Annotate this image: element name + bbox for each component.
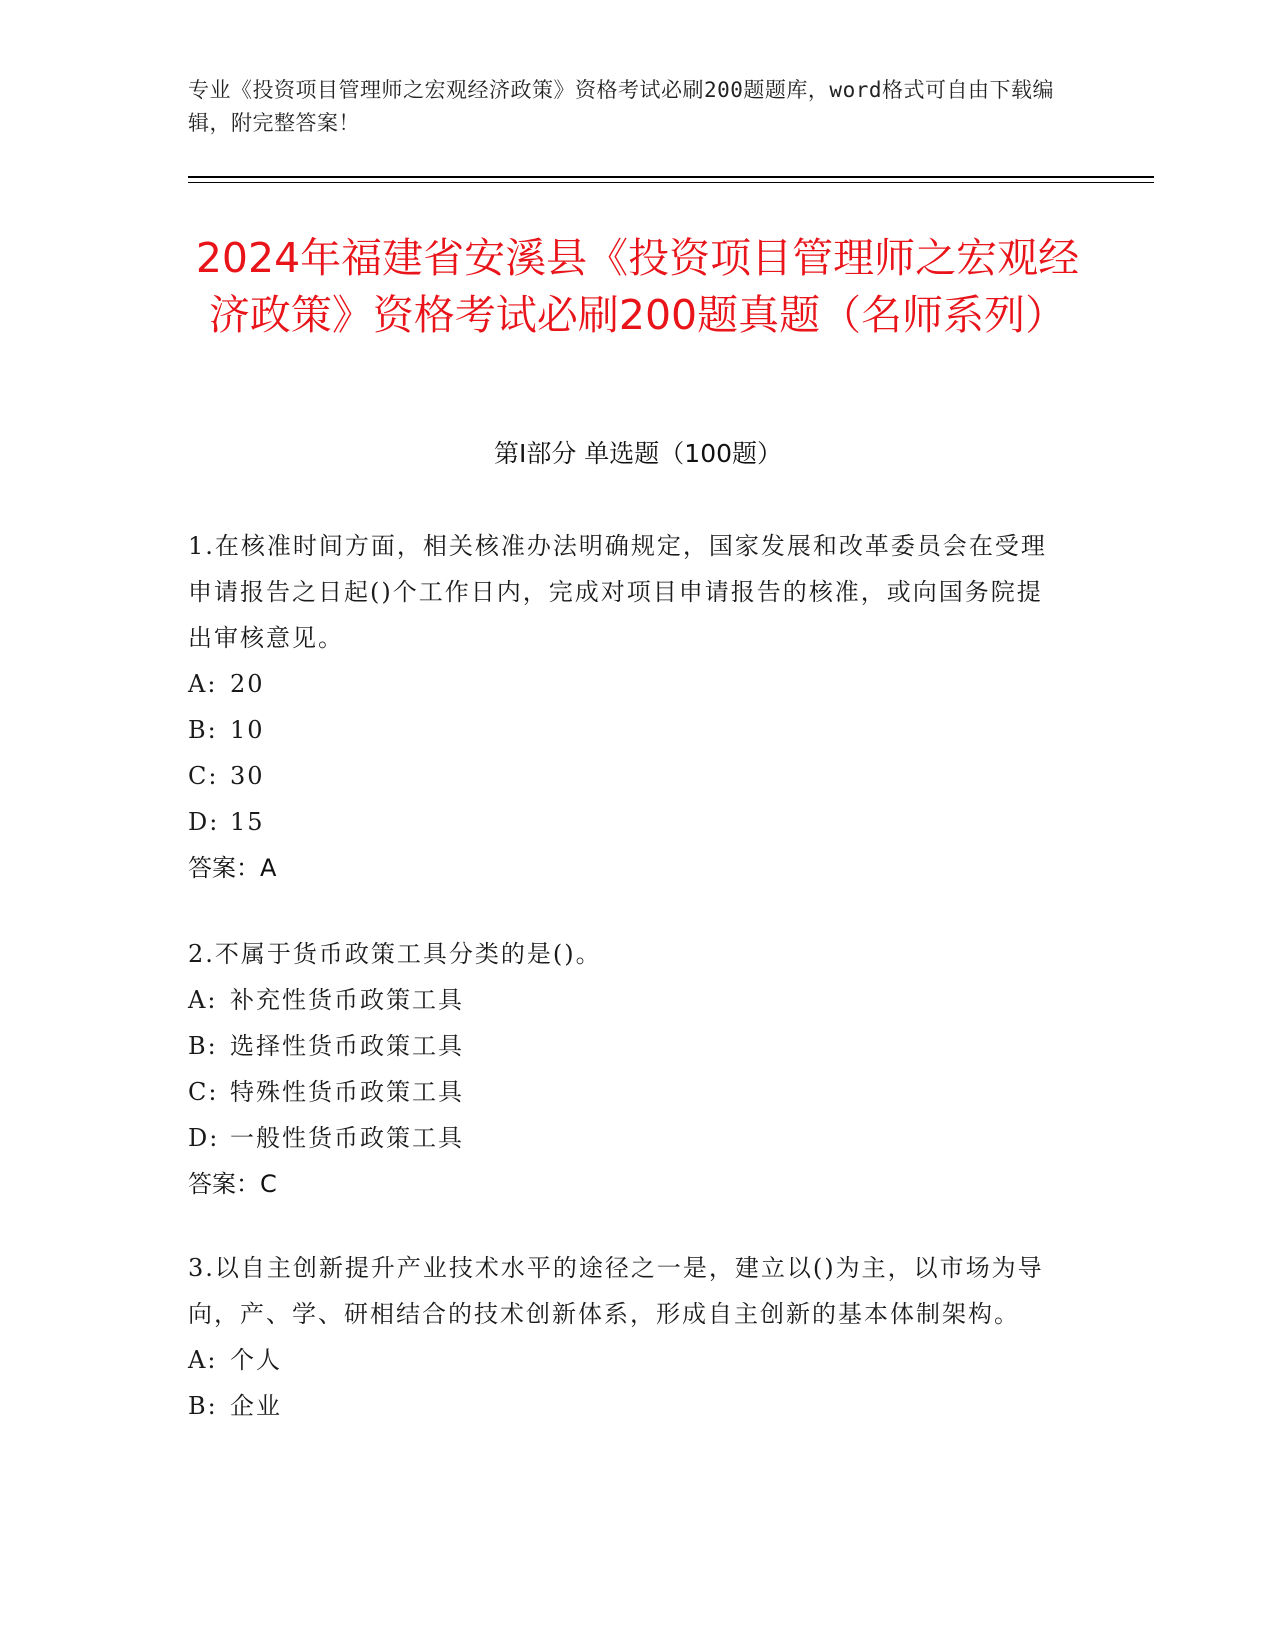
option-text: 15: [230, 808, 265, 836]
option-text: 选择性货币政策工具: [230, 1032, 464, 1060]
header-note: 专业《投资项目管理师之宏观经济政策》资格考试必刷200题题库，word格式可自由下载编辑，附完整答案！: [188, 78, 1054, 135]
option-text: 20: [230, 670, 265, 698]
option-b: [188, 1383, 1068, 1429]
part-heading: 第Ⅰ部分 单选题（100题）: [493, 439, 783, 468]
answer-line: 答案：C: [188, 1170, 277, 1198]
header-rule-thick: [188, 176, 1154, 178]
option-letter: D:: [188, 1124, 220, 1152]
option-a: [188, 661, 1068, 707]
option-a: [188, 1337, 1068, 1383]
answer-line: 答案：A: [188, 854, 277, 882]
option-letter: C:: [188, 762, 219, 790]
option-text: 10: [230, 716, 265, 744]
question-1: [188, 523, 1068, 891]
question-2: [188, 931, 1068, 1207]
document-title: 2024年福建省安溪县《投资项目管理师之宏观经济政策》资格考试必刷200题真题（名师系列）: [195, 234, 1080, 339]
option-letter: A:: [188, 1346, 218, 1374]
question-stem: 1.在核准时间方面，相关核准办法明确规定，国家发展和改革委员会在受理申请报告之日起()个工作日内，完成对项目申请报告的核准，或向国务院提出审核意见。: [188, 532, 1047, 652]
option-text: 30: [230, 762, 265, 790]
question-3: [188, 1245, 1068, 1429]
option-a: [188, 977, 1068, 1023]
option-c: [188, 753, 1068, 799]
option-text: 一般性货币政策工具: [230, 1124, 464, 1152]
option-text: 特殊性货币政策工具: [230, 1078, 464, 1106]
option-text: 企业: [230, 1392, 282, 1420]
option-b: [188, 1023, 1068, 1069]
header-rule-thin: [188, 182, 1154, 183]
option-d: [188, 799, 1068, 845]
option-letter: B:: [188, 716, 218, 744]
option-b: [188, 707, 1068, 753]
option-letter: C:: [188, 1078, 219, 1106]
option-letter: B:: [188, 1032, 218, 1060]
option-text: 个人: [230, 1346, 282, 1374]
option-letter: D:: [188, 808, 220, 836]
option-text: 补充性货币政策工具: [230, 986, 464, 1014]
question-stem: 3.以自主创新提升产业技术水平的途径之一是，建立以()为主，以市场为导向，产、学、研相结合的技术创新体系，形成自主创新的基本体制架构。: [188, 1254, 1044, 1328]
option-letter: B:: [188, 1392, 218, 1420]
option-d: [188, 1115, 1068, 1161]
option-letter: A:: [188, 670, 218, 698]
option-letter: A:: [188, 986, 218, 1014]
question-stem: 2.不属于货币政策工具分类的是()。: [188, 940, 602, 968]
option-c: [188, 1069, 1068, 1115]
